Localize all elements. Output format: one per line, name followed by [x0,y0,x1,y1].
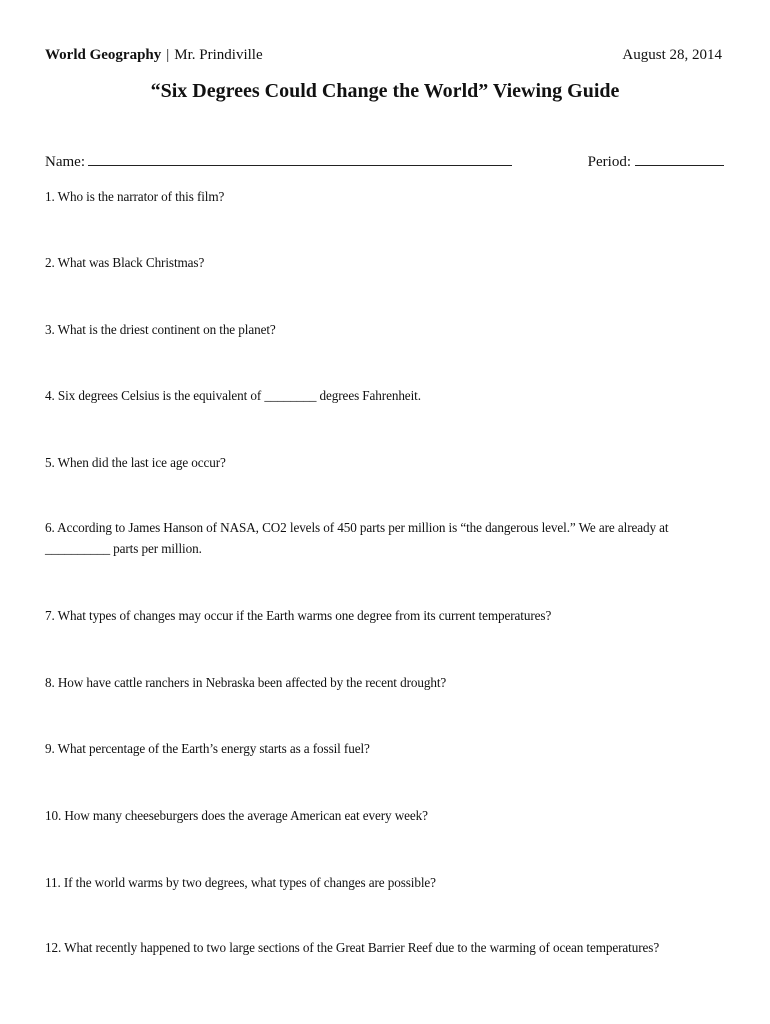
period-field[interactable] [588,152,724,171]
question-3: 3. What is the driest continent on the planet? [45,322,276,337]
header-left [45,46,263,64]
question-8: 8. How have cattle ranchers in Nebraska been affected by the recent drought? [45,675,447,690]
question-2: 2. What was Black Christmas? [45,255,205,270]
period-label: Period: [587,154,631,170]
page-header [45,46,722,64]
header-date: August 28, 2014 [622,47,722,63]
question-10: 10. How many cheeseburgers does the average American eat every week? [45,808,428,823]
teacher-name: Mr. Prindiville [174,47,263,63]
question-5: 5. When did the last ice age occur? [45,455,226,470]
question-7: 7. What types of changes may occur if the Earth warms one degree from its current temperatures? [45,608,552,623]
question-6: 6. According to James Hanson of NASA, CO2 levels of 450 parts per million is “the dangerous level.” We are already at __________ parts per million. [45,520,669,556]
period-blank-line[interactable] [635,152,724,166]
page-title: “Six Degrees Could Change the World” Viewing Guide [150,80,620,102]
question-4: 4. Six degrees Celsius is the equivalent of ________ degrees Fahrenheit. [45,388,421,403]
name-field[interactable] [45,152,512,171]
question-9: 9. What percentage of the Earth’s energy starts as a fossil fuel? [45,741,370,756]
name-period-row [45,152,724,171]
name-label: Name: [45,154,85,170]
question-11: 11. If the world warms by two degrees, what types of changes are possible? [45,875,436,890]
question-12: 12. What recently happened to two large sections of the Great Barrier Reef due to the warming of ocean temperatures? [45,940,660,955]
name-blank-line[interactable] [88,152,512,166]
question-1: 1. Who is the narrator of this film? [45,189,225,204]
course-name: World Geography [45,47,162,63]
header-separator: | [166,47,170,63]
